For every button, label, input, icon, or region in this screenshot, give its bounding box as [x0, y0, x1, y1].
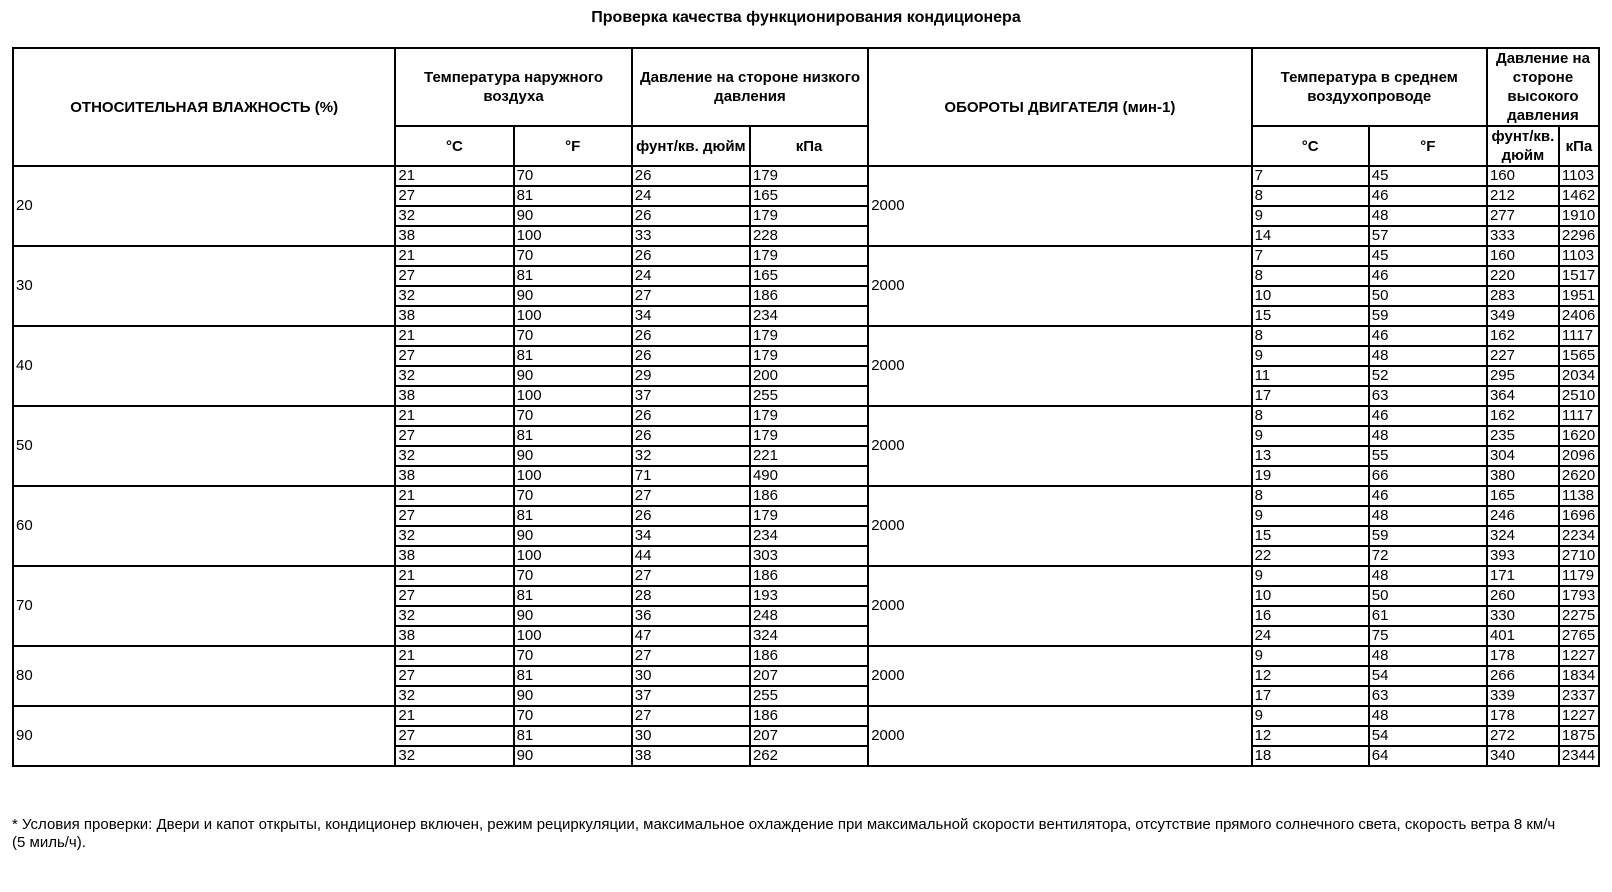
cell-duct-c: 9	[1252, 706, 1369, 726]
cell-low-psi: 26	[632, 426, 750, 446]
cell-high-psi: 330	[1487, 606, 1559, 626]
cell-ambient-c: 27	[395, 726, 513, 746]
cell-high-kpa: 1834	[1559, 666, 1599, 686]
cell-low-kpa: 207	[750, 666, 868, 686]
cell-ambient-c: 21	[395, 706, 513, 726]
cell-ambient-c: 21	[395, 166, 513, 186]
cell-low-kpa: 179	[750, 166, 868, 186]
cell-ambient-c: 27	[395, 346, 513, 366]
cell-ambient-c: 32	[395, 446, 513, 466]
cell-duct-c: 24	[1252, 626, 1369, 646]
cell-low-psi: 37	[632, 686, 750, 706]
cell-high-kpa: 2296	[1559, 226, 1599, 246]
cell-ambient-f: 70	[514, 166, 632, 186]
table-row	[13, 326, 1599, 346]
cell-low-kpa: 248	[750, 606, 868, 626]
cell-high-psi: 171	[1487, 566, 1559, 586]
cell-duct-c: 15	[1252, 306, 1369, 326]
cell-high-psi: 324	[1487, 526, 1559, 546]
cell-duct-c: 14	[1252, 226, 1369, 246]
cell-ambient-f: 100	[514, 306, 632, 326]
cell-duct-f: 45	[1369, 166, 1487, 186]
humidity-cell: 40	[13, 326, 395, 406]
cell-ambient-c: 27	[395, 426, 513, 446]
engine-speed-cell: 2000	[868, 326, 1251, 406]
cell-high-psi: 333	[1487, 226, 1559, 246]
humidity-cell: 50	[13, 406, 395, 486]
cell-duct-f: 55	[1369, 446, 1487, 466]
cell-duct-f: 52	[1369, 366, 1487, 386]
cell-low-psi: 38	[632, 746, 750, 766]
cell-low-psi: 24	[632, 186, 750, 206]
cell-high-kpa: 1227	[1559, 646, 1599, 666]
cell-ambient-f: 100	[514, 626, 632, 646]
cell-low-kpa: 186	[750, 486, 868, 506]
cell-high-kpa: 1103	[1559, 166, 1599, 186]
header-engine-speed: ОБОРОТЫ ДВИГАТЕЛЯ (мин-1)	[868, 48, 1251, 166]
cell-high-psi: 160	[1487, 246, 1559, 266]
cell-duct-f: 63	[1369, 686, 1487, 706]
humidity-cell: 20	[13, 166, 395, 246]
cell-ambient-f: 90	[514, 446, 632, 466]
footnote: * Условия проверки: Двери и капот открыты, кондиционер включен, режим рециркуляции, максимальное охлаждение при максимальной скорости вентилятора, отсутствие прямого солнечного света, скорость ветра 8 км/ч (5 миль/ч).	[12, 816, 1556, 851]
cell-low-psi: 28	[632, 586, 750, 606]
cell-duct-c: 8	[1252, 486, 1369, 506]
cell-low-kpa: 234	[750, 306, 868, 326]
cell-low-kpa: 255	[750, 686, 868, 706]
unit-low-psi: фунт/кв. дюйм	[632, 126, 750, 166]
cell-duct-c: 9	[1252, 426, 1369, 446]
cell-low-psi: 26	[632, 206, 750, 226]
cell-ambient-c: 38	[395, 546, 513, 566]
cell-low-kpa: 186	[750, 646, 868, 666]
unit-duct-c: °C	[1252, 126, 1369, 166]
cell-ambient-c: 21	[395, 486, 513, 506]
cell-duct-f: 54	[1369, 666, 1487, 686]
humidity-cell: 70	[13, 566, 395, 646]
cell-low-psi: 26	[632, 346, 750, 366]
cell-duct-f: 46	[1369, 406, 1487, 426]
cell-ambient-f: 70	[514, 706, 632, 726]
cell-duct-c: 10	[1252, 586, 1369, 606]
unit-high-psi: фунт/кв. дюйм	[1487, 126, 1559, 166]
cell-low-kpa: 179	[750, 426, 868, 446]
cell-low-psi: 32	[632, 446, 750, 466]
cell-ambient-c: 21	[395, 566, 513, 586]
unit-low-kpa: кПа	[750, 126, 868, 166]
cell-ambient-c: 27	[395, 666, 513, 686]
cell-low-kpa: 207	[750, 726, 868, 746]
cell-duct-f: 66	[1369, 466, 1487, 486]
cell-duct-c: 22	[1252, 546, 1369, 566]
cell-low-psi: 26	[632, 246, 750, 266]
cell-low-psi: 33	[632, 226, 750, 246]
cell-high-kpa: 2406	[1559, 306, 1599, 326]
cell-low-kpa: 303	[750, 546, 868, 566]
cell-high-kpa: 1227	[1559, 706, 1599, 726]
cell-ambient-c: 27	[395, 506, 513, 526]
cell-high-kpa: 1565	[1559, 346, 1599, 366]
cell-duct-c: 8	[1252, 266, 1369, 286]
cell-high-kpa: 2765	[1559, 626, 1599, 646]
cell-ambient-c: 38	[395, 466, 513, 486]
cell-ambient-f: 81	[514, 726, 632, 746]
cell-high-psi: 178	[1487, 646, 1559, 666]
cell-ambient-c: 32	[395, 606, 513, 626]
cell-low-kpa: 186	[750, 566, 868, 586]
page-title: Проверка качества функционирования кондиционера	[591, 9, 1021, 26]
cell-ambient-f: 81	[514, 506, 632, 526]
cell-ambient-f: 70	[514, 566, 632, 586]
cell-duct-f: 50	[1369, 586, 1487, 606]
unit-ambient-f: °F	[514, 126, 632, 166]
cell-duct-c: 7	[1252, 166, 1369, 186]
cell-duct-c: 10	[1252, 286, 1369, 306]
cell-high-psi: 283	[1487, 286, 1559, 306]
header-mid-duct-temp: Температура в среднем воздухопроводе	[1252, 48, 1487, 126]
cell-high-kpa: 1620	[1559, 426, 1599, 446]
cell-duct-f: 46	[1369, 326, 1487, 346]
cell-duct-c: 12	[1252, 726, 1369, 746]
table-row	[13, 486, 1599, 506]
cell-duct-c: 19	[1252, 466, 1369, 486]
unit-duct-f: °F	[1369, 126, 1487, 166]
cell-low-psi: 36	[632, 606, 750, 626]
cell-duct-c: 11	[1252, 366, 1369, 386]
cell-ambient-f: 90	[514, 366, 632, 386]
cell-high-psi: 401	[1487, 626, 1559, 646]
cell-ambient-f: 90	[514, 206, 632, 226]
unit-high-kpa: кПа	[1559, 126, 1599, 166]
cell-ambient-f: 70	[514, 406, 632, 426]
table-row	[13, 706, 1599, 726]
cell-ambient-f: 81	[514, 666, 632, 686]
cell-ambient-c: 32	[395, 686, 513, 706]
cell-ambient-c: 21	[395, 646, 513, 666]
table-row	[13, 246, 1599, 266]
cell-duct-f: 72	[1369, 546, 1487, 566]
cell-low-kpa: 179	[750, 246, 868, 266]
cell-ambient-f: 100	[514, 466, 632, 486]
cell-high-psi: 339	[1487, 686, 1559, 706]
table-row	[13, 406, 1599, 426]
cell-high-psi: 162	[1487, 326, 1559, 346]
cell-low-kpa: 221	[750, 446, 868, 466]
cell-high-kpa: 2275	[1559, 606, 1599, 626]
cell-low-kpa: 234	[750, 526, 868, 546]
cell-ambient-c: 27	[395, 586, 513, 606]
cell-high-kpa: 2034	[1559, 366, 1599, 386]
engine-speed-cell: 2000	[868, 166, 1251, 246]
cell-ambient-f: 90	[514, 746, 632, 766]
ac-performance-table	[12, 47, 1600, 767]
table-header	[13, 48, 1599, 166]
cell-duct-f: 48	[1369, 426, 1487, 446]
cell-low-kpa: 255	[750, 386, 868, 406]
cell-low-psi: 71	[632, 466, 750, 486]
cell-ambient-f: 70	[514, 486, 632, 506]
cell-duct-f: 57	[1369, 226, 1487, 246]
cell-ambient-f: 100	[514, 226, 632, 246]
cell-low-kpa: 228	[750, 226, 868, 246]
cell-duct-f: 46	[1369, 266, 1487, 286]
engine-speed-cell: 2000	[868, 566, 1251, 646]
cell-duct-c: 12	[1252, 666, 1369, 686]
table-body	[13, 166, 1599, 766]
cell-low-psi: 34	[632, 526, 750, 546]
cell-ambient-f: 70	[514, 646, 632, 666]
cell-high-psi: 178	[1487, 706, 1559, 726]
cell-duct-f: 59	[1369, 526, 1487, 546]
cell-high-kpa: 2096	[1559, 446, 1599, 466]
cell-high-kpa: 1910	[1559, 206, 1599, 226]
engine-speed-cell: 2000	[868, 406, 1251, 486]
humidity-cell: 80	[13, 646, 395, 706]
table-row	[13, 566, 1599, 586]
cell-low-psi: 44	[632, 546, 750, 566]
cell-high-kpa: 2620	[1559, 466, 1599, 486]
cell-ambient-f: 90	[514, 526, 632, 546]
cell-low-kpa: 324	[750, 626, 868, 646]
cell-duct-f: 45	[1369, 246, 1487, 266]
cell-high-kpa: 2344	[1559, 746, 1599, 766]
cell-high-psi: 235	[1487, 426, 1559, 446]
cell-ambient-c: 21	[395, 246, 513, 266]
cell-ambient-c: 27	[395, 266, 513, 286]
cell-high-kpa: 1517	[1559, 266, 1599, 286]
cell-ambient-f: 81	[514, 266, 632, 286]
cell-low-psi: 27	[632, 646, 750, 666]
cell-low-psi: 30	[632, 726, 750, 746]
cell-duct-c: 16	[1252, 606, 1369, 626]
cell-high-kpa: 1179	[1559, 566, 1599, 586]
cell-high-psi: 272	[1487, 726, 1559, 746]
cell-ambient-f: 90	[514, 286, 632, 306]
cell-low-kpa: 179	[750, 326, 868, 346]
cell-ambient-f: 100	[514, 386, 632, 406]
cell-ambient-c: 38	[395, 226, 513, 246]
cell-duct-f: 61	[1369, 606, 1487, 626]
cell-high-kpa: 1793	[1559, 586, 1599, 606]
cell-duct-f: 48	[1369, 706, 1487, 726]
cell-low-kpa: 165	[750, 266, 868, 286]
cell-low-psi: 26	[632, 326, 750, 346]
cell-high-kpa: 2337	[1559, 686, 1599, 706]
engine-speed-cell: 2000	[868, 486, 1251, 566]
cell-ambient-c: 38	[395, 306, 513, 326]
cell-low-kpa: 186	[750, 706, 868, 726]
cell-duct-f: 48	[1369, 506, 1487, 526]
cell-high-kpa: 1117	[1559, 406, 1599, 426]
cell-high-kpa: 1103	[1559, 246, 1599, 266]
cell-ambient-c: 38	[395, 626, 513, 646]
header-high-pressure: Давление на стороне высокого давления	[1487, 48, 1599, 126]
cell-high-psi: 160	[1487, 166, 1559, 186]
cell-low-kpa: 165	[750, 186, 868, 206]
table-row	[13, 166, 1599, 186]
cell-duct-f: 59	[1369, 306, 1487, 326]
cell-high-psi: 380	[1487, 466, 1559, 486]
header-ambient-temp: Температура наружного воздуха	[395, 48, 631, 126]
cell-high-psi: 227	[1487, 346, 1559, 366]
cell-low-kpa: 179	[750, 406, 868, 426]
cell-duct-c: 13	[1252, 446, 1369, 466]
cell-high-psi: 260	[1487, 586, 1559, 606]
cell-ambient-f: 90	[514, 606, 632, 626]
cell-ambient-f: 90	[514, 686, 632, 706]
cell-ambient-f: 81	[514, 586, 632, 606]
cell-high-psi: 220	[1487, 266, 1559, 286]
cell-duct-f: 48	[1369, 566, 1487, 586]
cell-high-kpa: 2510	[1559, 386, 1599, 406]
header-low-pressure: Давление на стороне низкого давления	[632, 48, 868, 126]
cell-high-kpa: 1138	[1559, 486, 1599, 506]
cell-low-kpa: 490	[750, 466, 868, 486]
cell-low-psi: 27	[632, 286, 750, 306]
table-row	[13, 646, 1599, 666]
cell-high-kpa: 1462	[1559, 186, 1599, 206]
cell-high-kpa: 1875	[1559, 726, 1599, 746]
cell-ambient-c: 32	[395, 526, 513, 546]
humidity-cell: 90	[13, 706, 395, 766]
cell-duct-c: 17	[1252, 386, 1369, 406]
cell-ambient-f: 81	[514, 346, 632, 366]
cell-high-psi: 364	[1487, 386, 1559, 406]
cell-high-kpa: 1117	[1559, 326, 1599, 346]
cell-ambient-f: 70	[514, 246, 632, 266]
cell-low-psi: 27	[632, 486, 750, 506]
cell-high-psi: 304	[1487, 446, 1559, 466]
cell-low-psi: 37	[632, 386, 750, 406]
cell-duct-c: 15	[1252, 526, 1369, 546]
cell-duct-c: 7	[1252, 246, 1369, 266]
cell-ambient-c: 32	[395, 366, 513, 386]
humidity-cell: 60	[13, 486, 395, 566]
cell-duct-c: 9	[1252, 566, 1369, 586]
cell-ambient-c: 38	[395, 386, 513, 406]
unit-ambient-c: °C	[395, 126, 513, 166]
cell-ambient-c: 32	[395, 206, 513, 226]
cell-duct-f: 48	[1369, 346, 1487, 366]
cell-high-kpa: 1696	[1559, 506, 1599, 526]
cell-ambient-f: 100	[514, 546, 632, 566]
cell-low-psi: 27	[632, 706, 750, 726]
cell-duct-f: 46	[1369, 186, 1487, 206]
cell-high-psi: 295	[1487, 366, 1559, 386]
cell-duct-f: 63	[1369, 386, 1487, 406]
cell-low-psi: 26	[632, 406, 750, 426]
engine-speed-cell: 2000	[868, 646, 1251, 706]
cell-high-psi: 165	[1487, 486, 1559, 506]
cell-ambient-c: 32	[395, 746, 513, 766]
cell-ambient-c: 32	[395, 286, 513, 306]
cell-duct-c: 9	[1252, 646, 1369, 666]
cell-duct-f: 46	[1369, 486, 1487, 506]
cell-low-kpa: 193	[750, 586, 868, 606]
cell-ambient-c: 21	[395, 326, 513, 346]
cell-ambient-f: 81	[514, 426, 632, 446]
cell-high-kpa: 2234	[1559, 526, 1599, 546]
cell-ambient-f: 70	[514, 326, 632, 346]
cell-high-psi: 266	[1487, 666, 1559, 686]
cell-duct-c: 17	[1252, 686, 1369, 706]
cell-ambient-c: 21	[395, 406, 513, 426]
cell-low-kpa: 186	[750, 286, 868, 306]
cell-ambient-f: 81	[514, 186, 632, 206]
cell-low-psi: 26	[632, 506, 750, 526]
cell-low-psi: 27	[632, 566, 750, 586]
cell-ambient-c: 27	[395, 186, 513, 206]
cell-low-psi: 26	[632, 166, 750, 186]
cell-duct-f: 54	[1369, 726, 1487, 746]
cell-low-kpa: 262	[750, 746, 868, 766]
cell-duct-c: 18	[1252, 746, 1369, 766]
cell-duct-f: 50	[1369, 286, 1487, 306]
cell-high-psi: 277	[1487, 206, 1559, 226]
cell-duct-c: 9	[1252, 506, 1369, 526]
cell-duct-f: 48	[1369, 206, 1487, 226]
cell-duct-c: 8	[1252, 406, 1369, 426]
cell-low-kpa: 179	[750, 506, 868, 526]
cell-duct-f: 75	[1369, 626, 1487, 646]
cell-duct-c: 9	[1252, 346, 1369, 366]
cell-low-kpa: 179	[750, 346, 868, 366]
cell-low-kpa: 179	[750, 206, 868, 226]
header-humidity: ОТНОСИТЕЛЬНАЯ ВЛАЖНОСТЬ (%)	[13, 48, 395, 166]
cell-high-kpa: 1951	[1559, 286, 1599, 306]
cell-high-psi: 349	[1487, 306, 1559, 326]
cell-duct-c: 8	[1252, 326, 1369, 346]
cell-duct-c: 8	[1252, 186, 1369, 206]
header-row-main	[13, 48, 1599, 126]
cell-high-kpa: 2710	[1559, 546, 1599, 566]
cell-high-psi: 246	[1487, 506, 1559, 526]
cell-low-psi: 47	[632, 626, 750, 646]
cell-low-psi: 24	[632, 266, 750, 286]
cell-low-psi: 29	[632, 366, 750, 386]
cell-low-kpa: 200	[750, 366, 868, 386]
cell-duct-f: 48	[1369, 646, 1487, 666]
engine-speed-cell: 2000	[868, 246, 1251, 326]
cell-high-psi: 393	[1487, 546, 1559, 566]
engine-speed-cell: 2000	[868, 706, 1251, 766]
cell-high-psi: 212	[1487, 186, 1559, 206]
cell-high-psi: 162	[1487, 406, 1559, 426]
cell-duct-c: 9	[1252, 206, 1369, 226]
cell-high-psi: 340	[1487, 746, 1559, 766]
humidity-cell: 30	[13, 246, 395, 326]
cell-duct-f: 64	[1369, 746, 1487, 766]
cell-low-psi: 34	[632, 306, 750, 326]
cell-low-psi: 30	[632, 666, 750, 686]
